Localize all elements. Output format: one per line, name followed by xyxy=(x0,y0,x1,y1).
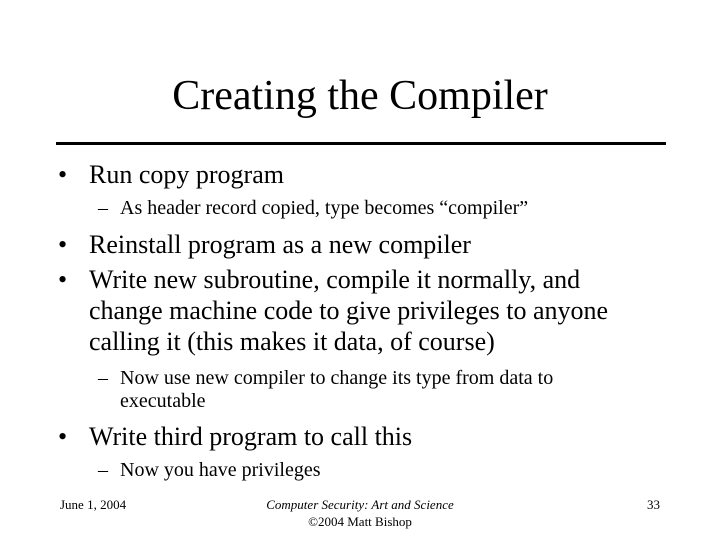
footer-source xyxy=(220,496,500,530)
bullet-text: Write third program to call this xyxy=(89,422,413,451)
footer-copyright: ©2004 Matt Bishop xyxy=(308,514,412,529)
footer-date: June 1, 2004 xyxy=(60,497,127,512)
sub-bullet-text: As header record copied, type becomes “compiler” xyxy=(120,197,529,219)
page-number: 33 xyxy=(647,497,660,512)
bullet-glyph: • xyxy=(58,160,68,189)
dash-glyph: – xyxy=(98,459,108,481)
footer-book-title: Computer Security: Art and Science xyxy=(266,497,454,512)
slide-title: Creating the Compiler xyxy=(172,73,548,119)
bullet-glyph: • xyxy=(58,230,68,259)
sub-bullet-text: Now you have privileges xyxy=(120,459,321,481)
bullet-text-line: calling it (this makes it data, of course) xyxy=(89,327,495,356)
bullet-glyph: • xyxy=(58,422,68,451)
bullet-text-line: change machine code to give privileges to anyone xyxy=(89,296,609,325)
bullet-glyph: • xyxy=(58,265,68,294)
bullet-text-line: Write new subroutine, compile it normally, and xyxy=(89,265,581,294)
sub-bullet-text-line: executable xyxy=(120,390,206,412)
bullet-text: Reinstall program as a new compiler xyxy=(89,230,471,259)
bullet-text: Run copy program xyxy=(89,160,284,189)
dash-glyph: – xyxy=(98,367,108,389)
title-divider xyxy=(56,142,666,145)
sub-bullet-text-line: Now use new compiler to change its type from data to xyxy=(120,367,554,389)
dash-glyph: – xyxy=(98,197,108,219)
